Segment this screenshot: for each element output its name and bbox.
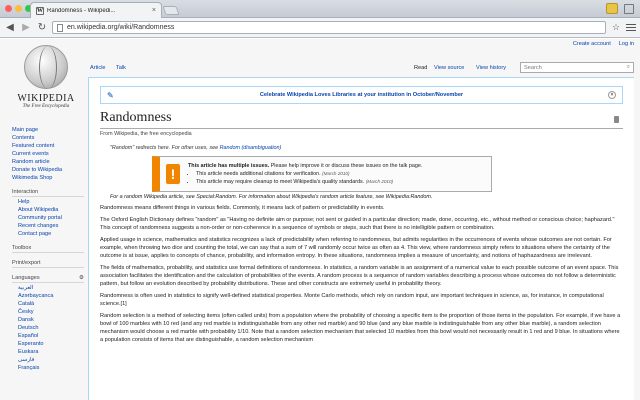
sidebar-item-languages-9[interactable]: فارسی [18,357,35,363]
page-title: Randomness [100,110,623,129]
tab-title: Randomness - Wikipedi... [47,7,116,14]
paragraph-1: Randomness means different things in various fields. Commonly, it means lack of pattern or predictability in events. [100,205,385,211]
sidebar-item-languages-2[interactable]: Català [18,301,35,307]
tab-talk[interactable]: Talk [116,65,126,71]
paragraph-3: Applied usage in science, mathematics and statistics recognizes a lack of predictability when referring to randomness, but admits regularities in the occurrences of events whose outcomes are not certain. For example, when throwing two dice and counting the total, we can say that a sum of 7 will randomly occur twice as often as 4. This view, where randomness simply refers to situations where the certainty of the outcome is at issue, applies to concepts of chance, probability, and information entropy. In these situations, randomness implies a measure of uncertainty, and notions of haphazardness are irrelevant. [100,237,612,259]
logo-subtitle: The Free Encyclopedia [22,104,70,109]
back-icon[interactable]: ◀ [6,22,14,33]
sidebar [12,126,84,372]
issue-cleanup: • This article may require cleanup to meet Wikipedia's quality standards. (March 2010) [196,178,422,186]
tab-article[interactable]: Article [90,65,106,71]
interaction-group [12,188,84,238]
browser-toolbar [0,18,640,38]
url-text: en.wikipedia.org/wiki/Randomness [67,24,175,31]
banner-text[interactable]: Celebrate Wikipedia Loves Libraries at your institution in October/November [259,92,464,98]
page-tabs [88,59,634,77]
languages-heading[interactable]: Languages ⚙ [12,275,84,281]
sidebar-item-languages-8[interactable]: Euskara [18,349,39,355]
browser-tab[interactable] [30,2,162,18]
disambiguation-link[interactable]: Random (disambiguation) [219,145,282,151]
sidebar-item-languages-0[interactable]: العربية [18,285,34,291]
lock-icon [614,116,619,123]
close-tab-icon[interactable]: × [151,7,156,14]
print-export-heading[interactable]: Print/export [12,259,84,268]
wikipedia-logo[interactable] [12,45,80,115]
address-bar[interactable] [52,21,606,34]
issue-citations: • This article needs additional citations for verification. (March 2010) [196,170,422,178]
forward-icon[interactable]: ▶ [22,22,30,33]
gear-icon[interactable]: ⚙ [78,275,84,281]
warning-icon: ! [166,164,180,184]
new-tab-button[interactable] [162,6,179,15]
multiple-issues-box: ! This article has multiple issues. Please help improve it or discuss these issues on the talk page. • This article needs additional citations for verification. (March 2010) • This article may require cleanup to meet Wikipedia's quality standards. (March 2010) [152,156,492,192]
sidebar-item-nav-5[interactable]: Donate to Wikipedia [12,167,63,173]
paragraph-6: Random selection is a method of selecting items (often called units) from a population where the probability of choosing a specific item is the proportion of those items in the population. For example, if we have a bowl of 100 marbles with 10 red (and any red marble is indistinguishable from any other red marble) and 90 blue (and any blue marble is indistinguishable from any other blue marble), a random selection mechanism would choose a red marble with probability 1/10. Note that a random selection mechanism that selected 10 marbles from this bowl would not necessarily result in 1 red and 9 blue. In situations where a population consists of items that are distinguishable, a random selection mechanism [100,313,621,343]
wikipedia-favicon-icon: W [37,7,43,14]
menu-icon[interactable] [626,24,636,31]
sidebar-item-interaction-2[interactable]: Community portal [18,215,62,221]
sidebar-item-nav-3[interactable]: Current events [12,151,49,157]
site-notice-banner[interactable] [100,86,623,104]
search-placeholder: Search [524,64,542,71]
hatnote: "Random" redirects here. For other uses, see Random (disambiguation) [110,145,282,151]
sidebar-item-nav-4[interactable]: Random article [12,159,50,165]
bookmark-star-icon[interactable]: ☆ [611,22,621,32]
paragraph-4: The fields of mathematics, probability, and statistics use formal definitions of randomness. In statistics, a random variable is an assignment of a numerical value to each possible outcome of an event space. This association facilitates the identification and the calculation of probabilities of the events. A random process is a sequence of random variables describing a process whose outcomes do not follow a deterministic pattern, but follow an evolution described by probability distributions. These and other constructs are extremely useful in probability theory. [100,265,619,287]
toolbox-heading[interactable]: Toolbox [12,244,84,253]
sidebar-item-languages-10[interactable]: Français [18,365,40,371]
paragraph-2: The Oxford English Dictionary defines "random" as "Having no definite aim or purpose; not sent or guided in a particular direction; made, done, occurring, etc., without method or conscious choice; haphazard." This concept of randomness suggests a non-order or non-coherence in a sequence of symbols or steps, such that there is no intelligible pattern or combination. [100,217,615,231]
hatnote-random-article: For a random Wikipedia article, see Special:Random. For information about Wikipedia's random article feature, see Wikipedia:Random. [110,194,433,200]
fullscreen-icon[interactable] [624,4,634,14]
logo-title: WIKIPEDIA [17,93,75,104]
sidebar-item-languages-3[interactable]: Česky [18,309,34,315]
sidebar-item-languages-6[interactable]: Español [18,333,39,339]
sidebar-item-languages-7[interactable]: Esperanto [18,341,44,347]
profile-icon[interactable] [606,3,618,14]
tab-bar [0,0,640,18]
puzzle-globe-icon [24,45,68,89]
sidebar-item-interaction-4[interactable]: Contact page [18,231,52,237]
paragraph-5: Randomness is often used in statistics to signify well-defined statistical properties. Monte Carlo methods, which rely on random input, are important techniques in science, as, for instance, in computational science.[1] [100,293,604,307]
interaction-heading[interactable]: Interaction [12,188,84,197]
create-account-link[interactable]: Create account [572,41,611,47]
article-content [88,77,634,400]
sidebar-item-interaction-0[interactable]: Help [18,199,30,205]
search-input[interactable] [520,62,634,73]
sidebar-navigation [12,126,84,182]
sidebar-item-interaction-1[interactable]: About Wikipedia [18,207,59,213]
login-link[interactable]: Log in [618,41,634,47]
search-icon[interactable]: ⌕ [626,64,630,70]
dismiss-banner-icon[interactable]: × [608,91,616,99]
sidebar-item-languages-5[interactable]: Deutsch [18,325,39,331]
sidebar-item-nav-0[interactable]: Main page [12,127,39,133]
sidebar-item-nav-2[interactable]: Featured content [12,143,55,149]
reload-icon[interactable]: ↻ [37,22,47,33]
tab-view-source[interactable]: View source [434,65,465,71]
window-controls [5,5,32,12]
sidebar-item-nav-1[interactable]: Contents [12,135,35,141]
tab-view-history[interactable]: View history [476,65,507,71]
tab-read[interactable]: Read [414,65,428,71]
print-group [12,259,84,268]
wiki-page [0,39,640,400]
sidebar-item-languages-1[interactable]: Azərbaycanca [18,293,54,299]
personal-tools [573,41,634,47]
sidebar-item-languages-4[interactable]: Dansk [18,317,34,323]
languages-group [12,274,84,372]
library-icon: ✎ [107,90,114,100]
sidebar-item-nav-6[interactable]: Wikimedia Shop [12,175,53,181]
sidebar-item-interaction-3[interactable]: Recent changes [18,223,59,229]
site-sub: From Wikipedia, the free encyclopedia [100,131,192,137]
page-icon [57,24,63,32]
close-window-button[interactable] [5,5,12,12]
minimize-window-button[interactable] [15,5,22,12]
toolbox-group [12,244,84,253]
